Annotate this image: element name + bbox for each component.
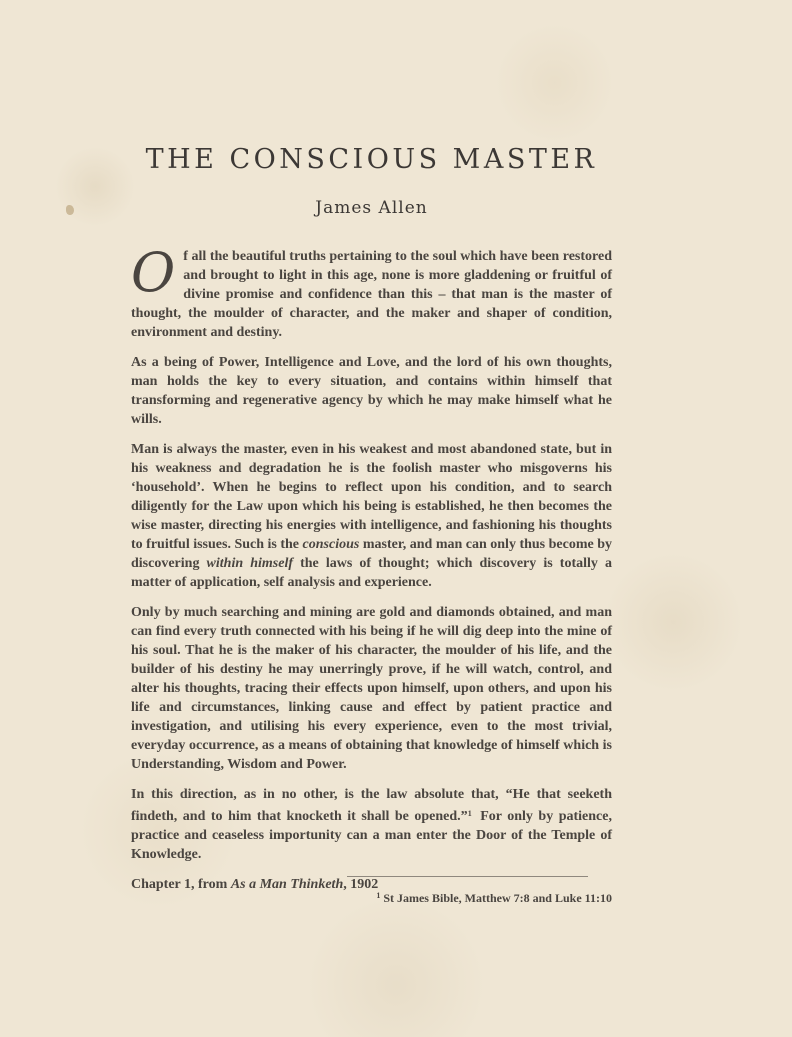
drop-cap: O [131, 241, 176, 304]
page-content [131, 140, 612, 905]
paragraph-3 [131, 440, 612, 592]
paper-speck [66, 205, 74, 215]
essay-body [131, 241, 612, 894]
paragraph-5-text-b: For only by patience, practice and ceaseless importunity can a man enter the Door of the Temple of Knowledge. [131, 809, 612, 862]
page-title: THE CONSCIOUS MASTER [145, 144, 598, 175]
footnote [370, 891, 612, 906]
paragraph-1-text: f all the beautiful truths pertaining to the soul which have been restored and brought to light in this age, none is more gladdening or fruitful of divine promise and confidence than this – that man is the master of thought, the moulder of character, and the maker and shaper of condition, environment and destiny. [131, 249, 612, 340]
paragraph-5-text-a: In this direction, as in no other, is the law absolute that, “He that seeketh findeth, and to him that knocketh it shall be opened.” [131, 787, 612, 824]
paragraph-3-emphasis-within-himself: within himself [206, 556, 294, 571]
source-prefix: Chapter 1, from [131, 877, 231, 892]
author-name: James Allen [315, 198, 428, 218]
paragraph-3-text-c: the laws of thought; which discovery is totally a matter of application, self analysis and experience. [131, 556, 612, 590]
paragraph-3-text-a: Man is always the master, even in his weakest and most abandoned state, but in his weakness and degradation he is the foolish master who misgoverns his ‘household’. When he begins to reflect upon his condition, and to search diligently for the Law upon which his being is established, he then becomes the wise master, directing his energies with intelligence, and fashioning his thoughts to fruitful issues. Such is the [131, 442, 612, 552]
paragraph-3-emphasis-conscious: conscious [302, 537, 360, 552]
footnote-text: St James Bible, Matthew 7:8 and Luke 11:10 [383, 891, 612, 905]
footnote-mark: 1 [376, 891, 381, 900]
paragraph-3-text-b: master, and man can only thus become by discovering [131, 537, 612, 571]
source-year: , 1902 [343, 877, 379, 892]
paragraph-2: As a being of Power, Intelligence and Love, and the lord of his own thoughts, man holds the key to every situation, and contains within himself that transforming and regenerative agency by which he may make himself what he wills. [131, 355, 612, 427]
footnote-reference: 1 [467, 809, 472, 818]
paragraph-1 [131, 241, 612, 342]
source-book-title: As a Man Thinketh [230, 877, 344, 892]
paragraph-5 [131, 785, 612, 864]
footnote-divider [347, 876, 588, 877]
paragraph-4: Only by much searching and mining are gold and diamonds obtained, and man can find every truth connected with his being if he will dig deep into the mine of his soul. That he is the maker of his character, the moulder of his life, and the builder of his destiny he may unerringly prove, if he will watch, control, and alter his thoughts, tracing their effects upon himself, upon others, and upon his life and circumstances, linking cause and effect by patient practice and investigation, and utilising his every experience, even to the most trivial, everyday occurrence, as a means of obtaining that knowledge of himself which is Understanding, Wisdom and Power. [131, 605, 612, 772]
